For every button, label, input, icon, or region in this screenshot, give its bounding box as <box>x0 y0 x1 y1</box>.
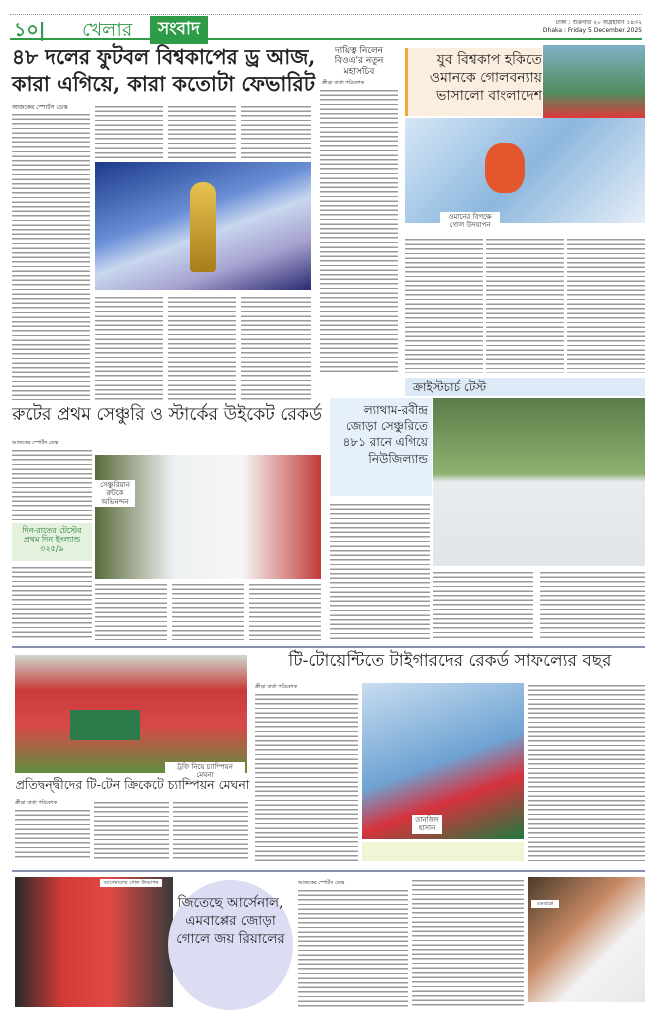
arsenal-photo <box>15 877 173 1007</box>
page-number: ১০| <box>14 19 46 41</box>
arsenal-photo-caption: আর্সেনালের গোল উদযাপন <box>100 879 162 887</box>
tigers-photo-caption: তানজিদ হাসান <box>412 815 442 834</box>
ashes-photo <box>95 455 321 579</box>
christchurch-headline-box: ল্যাথাম-রবীন্দ্র জোড়া সেঞ্চুরিতে ৪৮১ রানে এগিয়ে নিউজিল্যান্ড <box>330 398 432 496</box>
ashes-byline: আজকের স্পোর্টস ডেস্ক <box>12 440 59 446</box>
hockey-action-photo <box>405 118 645 223</box>
meghna-headline: প্রতিদ্বন্দ্বীদের টি-টেন ক্রিকেটে চ্যাম্পিয়ন মেঘনা <box>15 777 250 792</box>
mbappe-photo-caption: এমবাপ্পে <box>531 900 559 908</box>
hockey-headline-box: যুব বিশ্বকাপ হকিতে ওমানকে গোলবন্যায় ভাসালো বাংলাদেশ <box>405 48 542 116</box>
tigers-photo <box>362 683 524 839</box>
tigers-byline: ক্রীড়া বার্তা পরিবেশক <box>255 684 298 690</box>
meghna-photo <box>15 655 247 773</box>
section-name-a: খেলার <box>82 19 133 41</box>
football-headline-circle: জিতেছে আর্সেনাল, এমবাপ্পের জোড়া গোলে জয় রিয়ালের <box>168 880 293 1010</box>
ashes-photo-caption: সেঞ্চুরিয়ান রুটকে অভিনন্দন <box>95 480 135 507</box>
ashes-boxout: দিন-রাতের টেস্টের প্রথম দিন ইংল্যান্ড ৩২৫/৯ <box>12 523 92 561</box>
section-name-b: সংবাদ <box>150 16 208 44</box>
christchurch-label: ক্রাইস্টচার্চ টেস্ট <box>405 378 645 396</box>
masthead <box>10 14 642 40</box>
mbappe-photo <box>528 877 645 1002</box>
christchurch-photo <box>433 398 645 566</box>
worldcup-headline <box>12 43 315 99</box>
worldcup-photo <box>95 162 311 290</box>
meghna-byline: ক্রীড়া বার্তা পরিবেশক <box>15 800 58 806</box>
ashes-headline: রুটের প্রথম সেঞ্চুরি ও স্টার্কের উইকেট রেকর্ড <box>12 404 322 425</box>
boa-byline: ক্রীড়া বার্তা পরিবেশক <box>322 80 365 86</box>
worldcup-headline-line-1: ৪৮ দলের ফুটবল বিশ্বকাপের ড্র আজ, <box>12 44 316 69</box>
hockey-photo-caption: ওমানের বিপক্ষে গোল উদযাপন <box>440 212 500 231</box>
date-english: Dhaka : Friday 5 December 2025 <box>542 27 642 35</box>
worldcup-headline-line-2: কারা এগিয়ে, কারা কতোটা ফেভারিট <box>12 71 316 96</box>
date-bangla: ঢাকা : শুক্রবার ২০ অগ্রহায়ণ ১৪৩২ <box>555 19 642 26</box>
meghna-photo-caption: ট্রফি নিয়ে চ্যাম্পিয়ন মেঘনা <box>165 762 245 781</box>
football-byline: আজকের স্পোর্টস ডেস্ক <box>298 880 345 886</box>
worldcup-byline: আজকের স্পোর্টস ডেস্ক <box>12 104 68 111</box>
tigers-headline: টি-টোয়েন্টিতে টাইগারদের রেকর্ড সাফল্যের বছর <box>288 651 612 671</box>
boa-headline: দায়িত্ব নিলেন বিওএ'র নতুন মহাসচিব <box>334 46 384 77</box>
